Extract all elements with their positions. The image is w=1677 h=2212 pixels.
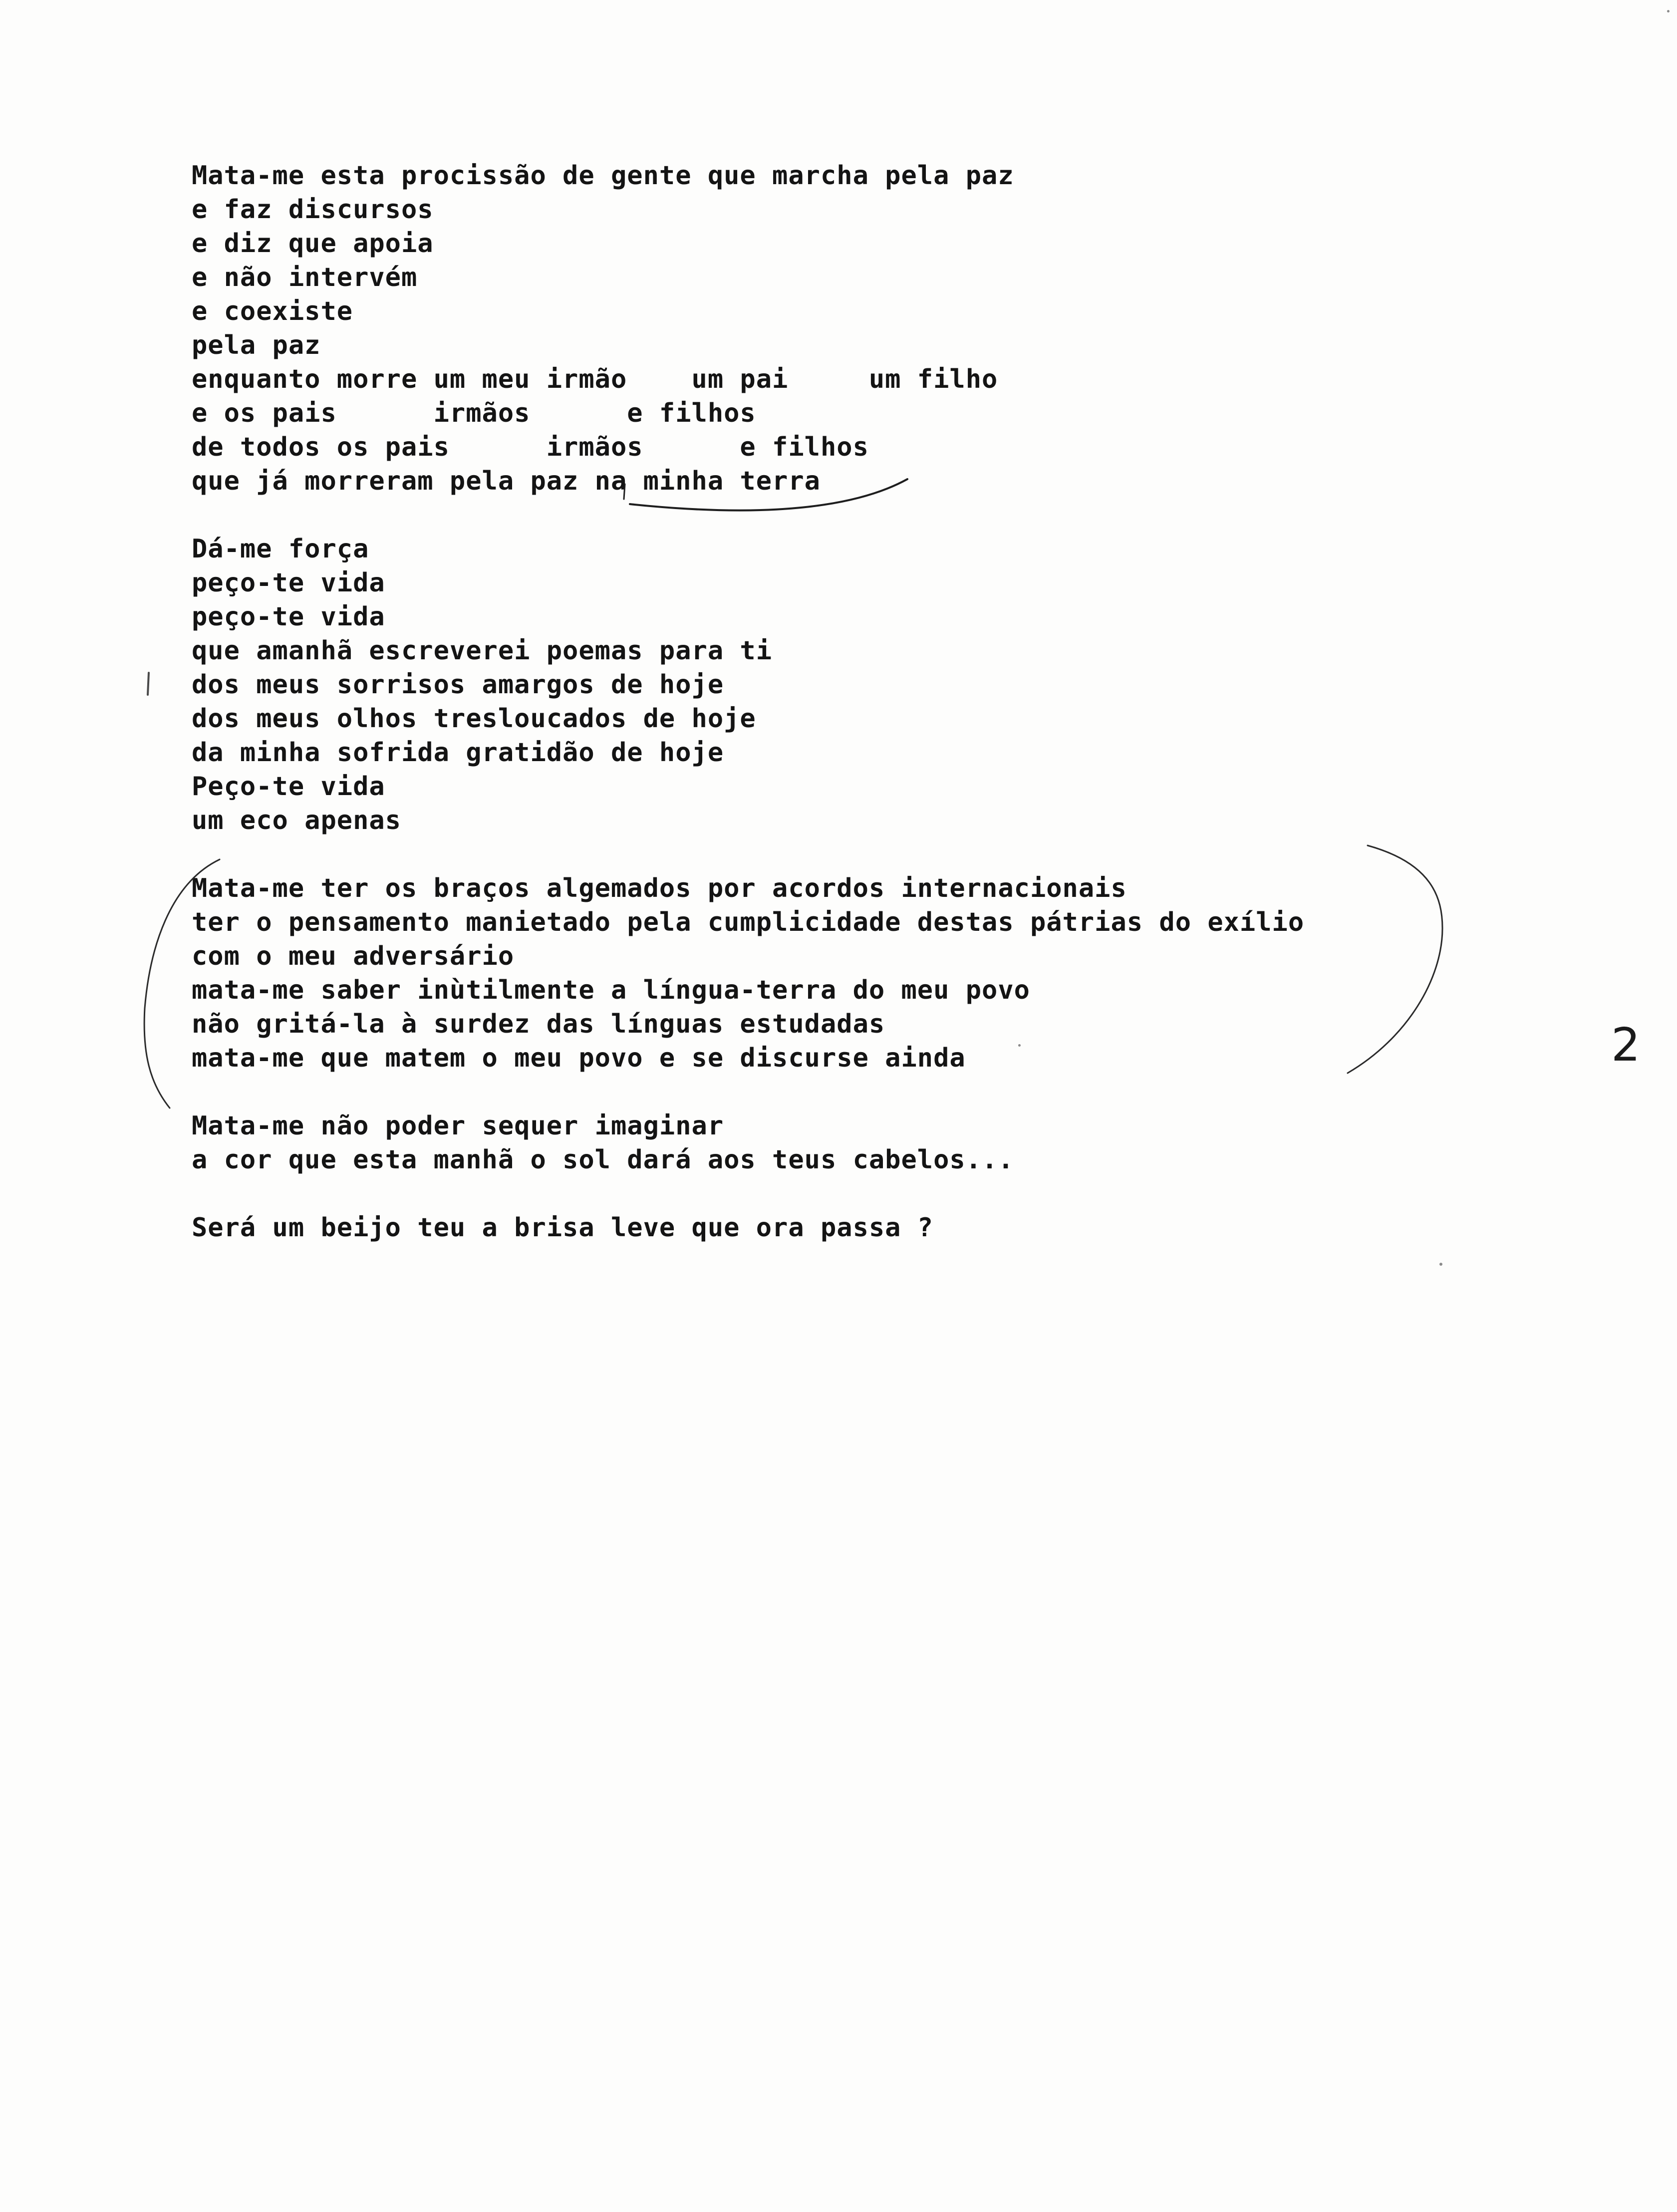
poem-line: que amanhã escreverei poemas para ti	[192, 636, 773, 666]
paper-speck	[1018, 1044, 1021, 1047]
stanza-2	[192, 532, 1489, 837]
poem-line: e coexiste	[192, 296, 353, 326]
poem-line: pela paz	[192, 330, 321, 360]
paper-speck	[1667, 10, 1670, 12]
poem-line: e não intervém	[192, 263, 418, 292]
paper-speck	[1439, 1263, 1442, 1266]
stanza-3	[192, 871, 1489, 1075]
poem-line: de todos os pais irmãos e filhos	[192, 432, 869, 462]
poem-line: a cor que esta manhã o sol dará aos teus cabelos...	[192, 1145, 1014, 1175]
poem-line: Mata-me ter os braços algemados por acordos internacionais	[192, 873, 1127, 903]
poem-line: e os pais irmãos e filhos	[192, 398, 756, 428]
poem-line: mata-me saber inùtilmente a língua-terra do meu povo	[192, 975, 1030, 1005]
poem-line: mata-me que matem o meu povo e se discurse ainda	[192, 1043, 966, 1073]
poem-line: e faz discursos	[192, 195, 434, 225]
poem-line: que já morreram pela paz na minha terra	[192, 466, 821, 496]
poem-line: enquanto morre um meu irmão um pai um filho	[192, 364, 998, 394]
poem-line: Peço-te vida	[192, 772, 385, 802]
poem-line: peço-te vida	[192, 568, 385, 598]
poem-line: peço-te vida	[192, 602, 385, 632]
poem-line: da minha sofrida gratidão de hoje	[192, 738, 724, 768]
poem-line: Será um beijo teu a brisa leve que ora passa ?	[192, 1213, 934, 1243]
poem-line: e diz que apoia	[192, 229, 434, 259]
stanza-4	[192, 1109, 1489, 1177]
poem-line: com o meu adversário	[192, 941, 515, 971]
poem-line: um eco apenas	[192, 806, 401, 835]
poem-line: ter o pensamento manietado pela cumplicidade destas pátrias do exílio	[192, 907, 1305, 937]
stanza-5	[192, 1211, 1489, 1245]
poem-line: Mata-me esta procissão de gente que marcha pela paz	[192, 161, 1014, 191]
poem-line: Mata-me não poder sequer imaginar	[192, 1111, 724, 1141]
poem-line: dos meus olhos tresloucados de hoje	[192, 704, 756, 734]
poem-line: dos meus sorrisos amargos de hoje	[192, 670, 724, 700]
poem-text	[192, 159, 1489, 1245]
margin-mark	[148, 673, 149, 695]
poem-line: não gritá-la à surdez das línguas estudadas	[192, 1009, 885, 1039]
stanza-1	[192, 159, 1489, 498]
handwritten-page-number: 2	[1611, 1018, 1641, 1072]
poem-line: Dá-me força	[192, 534, 369, 564]
